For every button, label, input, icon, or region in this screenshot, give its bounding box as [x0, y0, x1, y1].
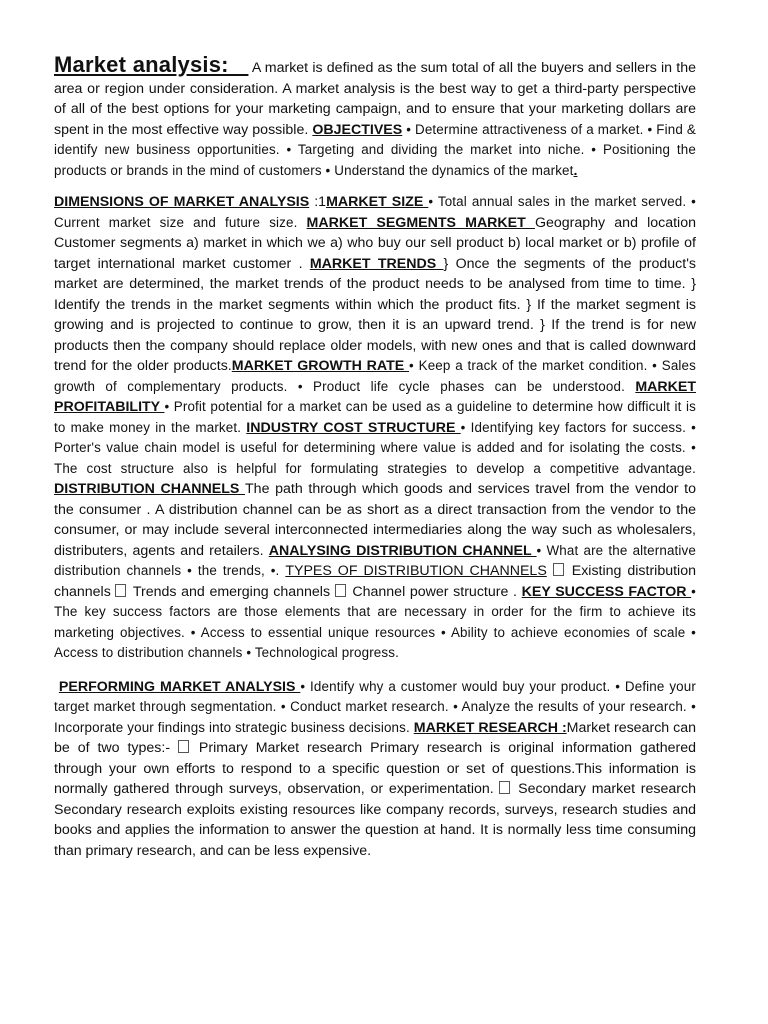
- types-item-trends: Trends and emerging channels: [128, 583, 335, 600]
- checkbox-bullet-icon: [335, 584, 346, 597]
- types-distribution-heading: TYPES OF DISTRIBUTION CHANNELS: [285, 563, 547, 579]
- key-success-text: • The key success factors are those elements that are necessary in order for the firm to achieve its marketing objectives. • Access to essential unique resources • Ability to achieve economies of scale • Access to distribution channels • Technological progress.: [54, 583, 696, 660]
- objectives-text: • Determine attractiveness of a market. • Find & identify new business opportunities. • Targeting and dividing the market into niche. • Positioning the products or brands in the mind of customers • Understand the dynamics of the market: [54, 121, 696, 178]
- industry-cost-heading: INDUSTRY COST STRUCTURE: [246, 419, 461, 436]
- performing-paragraph: [54, 677, 696, 862]
- market-segments-heading: MARKET SEGMENTS MARKET: [306, 214, 535, 231]
- distribution-channels-text: The path through which goods and services travel from the vendor to the consumer . A distribution channel can be as short as a direct transaction from the vendor to the consumer, or may include several interconnected intermediaries along the way such as wholesalers, distributers, agents and retailers.: [54, 481, 697, 559]
- document-page: [54, 52, 697, 861]
- checkbox-bullet-icon: [499, 781, 510, 794]
- market-trends-heading: MARKET TRENDS: [309, 255, 444, 272]
- types-item-existing: Existing distribution channels: [54, 563, 696, 600]
- market-trends-text: } Once the segments of the product's market are determined, the market trends of the product needs to be analysed from time to time. } Identify the trends in the market segments within which the product fits. } If the market segment is growing and is projected to continue to grow, then it is an upward trend. } If the trend is for new products then the company should replace older models, with new ones and that is called downward trend for the older products.: [54, 255, 697, 374]
- key-success-heading: KEY SUCCESS FACTOR: [521, 583, 692, 600]
- market-profitability-heading: MARKET PROFITABILITY: [54, 378, 696, 415]
- market-research-text: Market research can be of two types:-: [54, 719, 696, 756]
- secondary-research-text: Secondary market research Secondary research exploits existing resources like company records, surveys, research studies and books and applies the information to answer the question at hand. It is normally less time consuming than primary research, and can be less expensive.: [54, 781, 696, 859]
- market-size-heading: MARKET SIZE: [326, 194, 429, 210]
- types-item-power: Channel power structure .: [347, 583, 522, 600]
- dimensions-heading: DIMENSIONS OF MARKET ANALYSIS: [54, 194, 310, 210]
- intro-paragraph: [54, 52, 696, 181]
- distribution-channels-heading: DISTRIBUTION CHANNELS: [54, 481, 246, 497]
- market-research-heading: MARKET RESEARCH :: [413, 719, 567, 736]
- checkbox-bullet-icon: [553, 563, 564, 576]
- market-size-text: • Total annual sales in the market served. • Current market size and future size.: [54, 194, 697, 230]
- dimensions-prefix: :1: [309, 194, 327, 210]
- checkbox-bullet-icon: [178, 740, 189, 753]
- performing-heading: PERFORMING MARKET ANALYSIS: [58, 678, 301, 695]
- market-segments-text: Geography and location Customer segments a) market in which we a) who buy our sell product b) local market or b) profile of target international market customer .: [54, 214, 696, 272]
- industry-cost-text: • Identifying key factors for success. • Porter's value chain model is useful for determining where value is added and for isolating the costs. • The cost structure also is helpful for formulating strategies to develop a competitive advantage.: [54, 419, 696, 476]
- analysing-distribution-heading: ANALYSING DISTRIBUTION CHANNEL: [268, 542, 537, 559]
- performing-text: • Identify why a customer would buy your product. • Define your target market through segmentation. • Conduct market research. • Analyze the results of your research. • Incorporate your findings into strategic business decisions.: [54, 678, 696, 735]
- primary-research-text: Primary Market research Primary research is original information gathered through your own efforts to respond to a specific question or set of questions.This information is normally gathered through surveys, observation, or experimentation.: [54, 740, 696, 797]
- dimensions-paragraph: [54, 192, 696, 664]
- market-growth-heading: MARKET GROWTH RATE: [231, 358, 410, 374]
- objectives-period: .: [573, 162, 578, 179]
- checkbox-bullet-icon: [115, 584, 126, 597]
- analysing-distribution-text: • What are the alternative distribution channels • the trends, •.: [54, 542, 696, 578]
- document-title: Market analysis:: [54, 52, 249, 77]
- intro-text: A market is defined as the sum total of all the buyers and sellers in the area or region under consideration. A market analysis is the best way to get a third-party perspective of all of the best options for your marketing campaign, and to ensure that your marketing dollars are spent in the most effective way possible.: [54, 60, 696, 138]
- market-profitability-text: • Profit potential for a market can be used as a guideline to determine how difficult it is to make money in the market.: [54, 399, 696, 435]
- market-growth-text: • Keep a track of the market condition. • Sales growth of complementary products. • Product life cycle phases can be understood.: [54, 358, 696, 394]
- objectives-heading: OBJECTIVES: [312, 121, 403, 138]
